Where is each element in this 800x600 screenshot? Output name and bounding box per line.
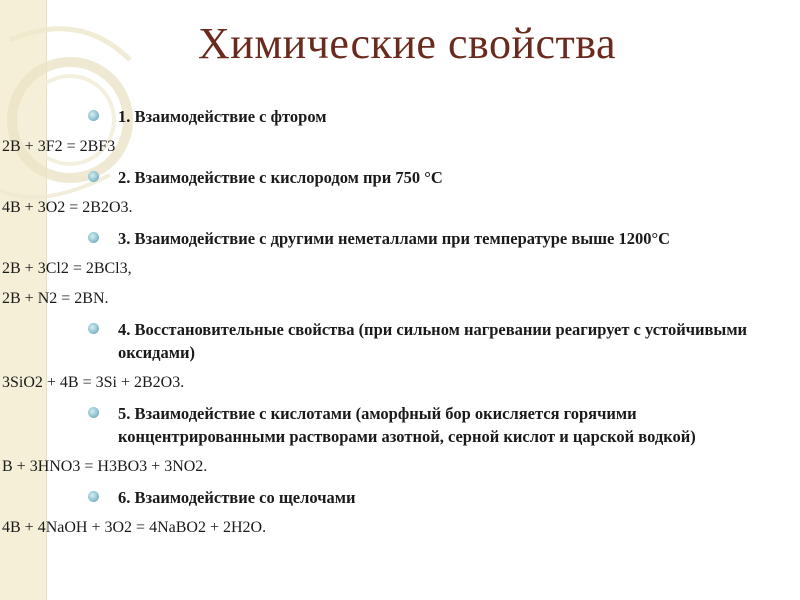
- round-bullet-icon: [88, 407, 99, 418]
- formula-line-3: 2B + 3Cl2 = 2BCl3,: [2, 260, 132, 277]
- bullet-item-6: [86, 486, 794, 509]
- bullet-item-2: [86, 166, 794, 189]
- formula-line-2: 4B + 3O2 = 2B2O3.: [2, 199, 133, 216]
- round-bullet-icon: [88, 491, 99, 502]
- bullet-text: 6. Взаимодействие со щелочами: [118, 488, 356, 507]
- formula-line-1: 2B + 3F2 = 2BF3: [2, 138, 116, 155]
- formula-line-4: 2B + N2 = 2BN.: [2, 290, 109, 307]
- bullet-text: 1. Взаимодействие с фтором: [118, 107, 327, 126]
- round-bullet-icon: [88, 232, 99, 243]
- bullet-text: 3. Взаимодействие с другими неметаллами при температуре выше 1200°С: [118, 229, 671, 248]
- round-bullet-icon: [88, 323, 99, 334]
- round-bullet-icon: [88, 171, 99, 182]
- formula-line-5: 3SiO2 + 4B = 3Si + 2B2O3.: [2, 374, 185, 391]
- bullet-item-1: [86, 105, 794, 128]
- round-bullet-icon: [88, 110, 99, 121]
- content-area: [2, 105, 794, 547]
- formula-line-6: B + 3HNO3 = H3BO3 + 3NO2.: [2, 458, 208, 475]
- formula-line-7: 4B + 4NaOH + 3O2 = 4NaBO2 + 2H2O.: [2, 519, 267, 536]
- bullet-item-3: [86, 227, 794, 250]
- slide-title: Химические свойства: [198, 19, 616, 68]
- bullet-item-5: [86, 402, 794, 448]
- bullet-text: 4. Восстановительные свойства (при сильном нагревании реагирует с устойчивыми оксидами): [118, 320, 748, 362]
- bullet-text: 2. Взаимодействие с кислородом при 750 °С: [118, 168, 443, 187]
- bullet-item-4: [86, 318, 794, 364]
- bullet-text: 5. Взаимодействие с кислотами (аморфный бор окисляется горячими концентрированными растворами азотной, серной кислот и царской водкой): [118, 404, 696, 446]
